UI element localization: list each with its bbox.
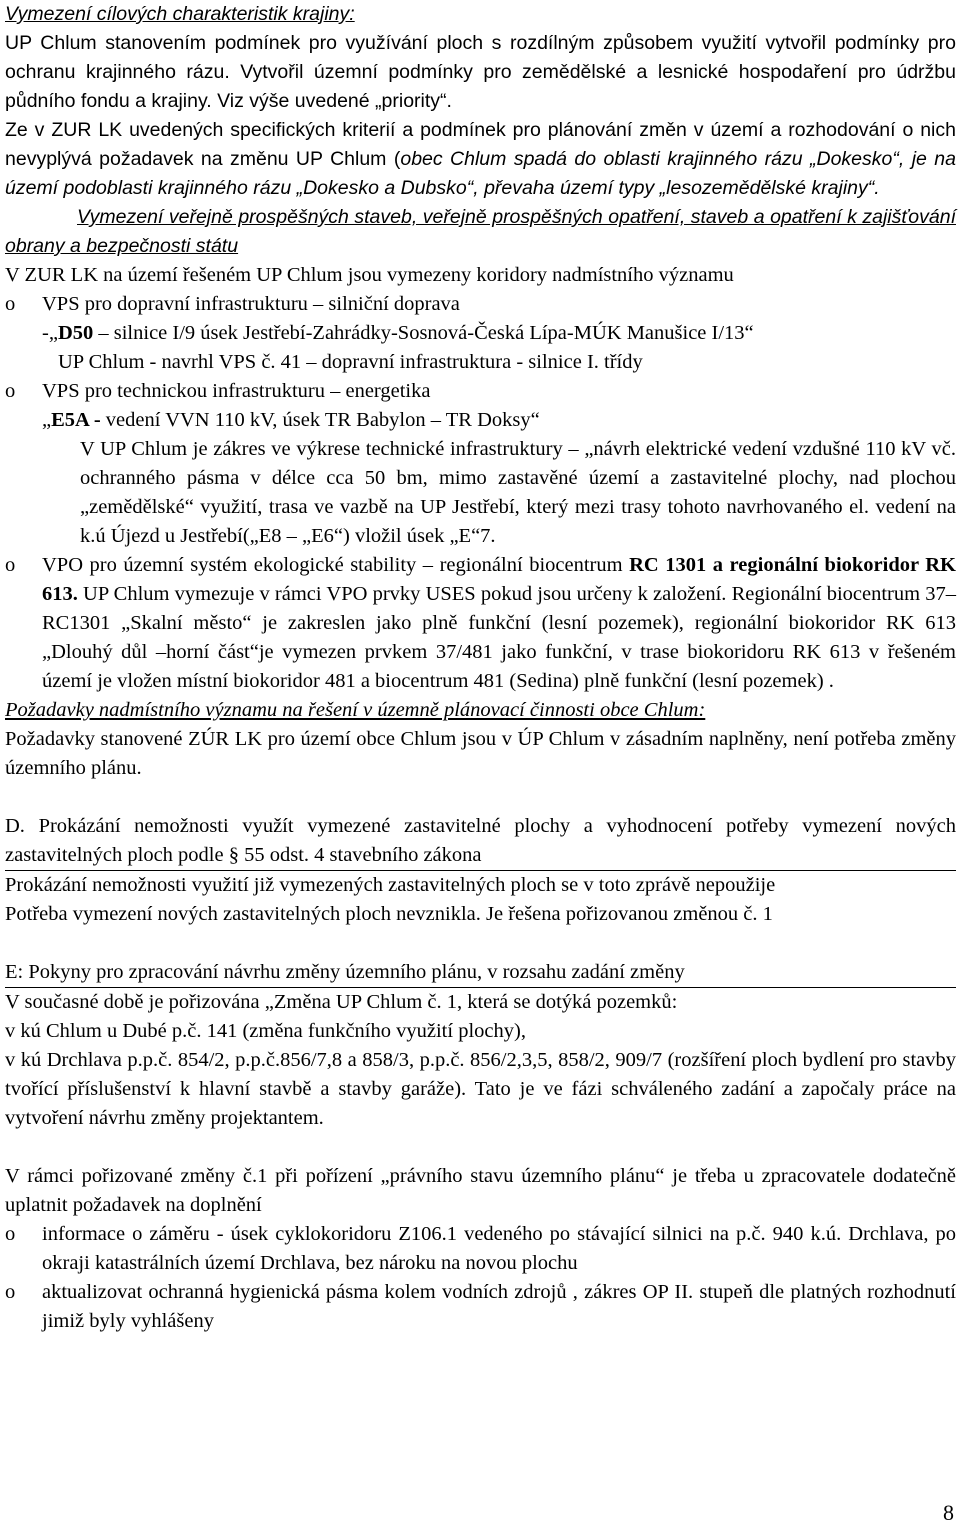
list-item-text: informace o záměru - úsek cyklokoridoru Z106.1 vedeného po stávající silnici na p.č. 940 k.ú. Drchlava, po okraji katastrálních území Drchlava, bez nároku na novou plochu	[42, 1223, 956, 1274]
list-item	[5, 377, 956, 551]
section-e	[5, 958, 956, 1336]
list-item-text: VPO pro územní systém ekologické stability – regionální biocentrum RC 1301 a regionální biokoridor RK 613. UP Chlum vymezuje v rámci VPO prvky USES pokud jsou určeny k založení. Regionální biocentrum 37–RC1301 „Skalní město“ je zakreslen jako plně funkční (lesní pozemek), regionální biokoridor RK 613 „Dlouhý důl –horní část“je vymezen prvkem 37/481 jako funkční, v trase biokoridoru RK 613 v řešeném území je vložen místní biokoridor 481 a biocentrum 481 (Sedina) plně funkční (lesní pozemek) .	[42, 554, 957, 692]
paragraph: V ZUR LK na území řešeném UP Chlum jsou vymezeny koridory nadmístního významu	[5, 264, 734, 286]
section-heading: Vymezení cílových charakteristik krajiny:	[5, 3, 355, 25]
paragraph: Ze v ZUR LK uvedených specifických kriterií a podmínek pro plánování změn v území a rozhodování o nich nevyplývá požadavek na změnu UP Chlum (obec Chlum spadá do oblasti krajinného rázu „Dokesko“, je na území podoblasti krajinného rázu „Dokesko a Dubsko“, převaha území typy „lesozemědělské krajiny“.	[5, 119, 956, 199]
section-heading: Požadavky nadmístního významu na řešení v územně plánovací činnosti obce Chlum:	[5, 699, 706, 721]
list-item	[5, 551, 956, 696]
paragraph: UP Chlum stanovením podmínek pro využívání ploch s rozdílným způsobem využití vytvořil podmínky pro ochranu krajinného rázu. Vytvořil územní podmínky pro zemědělské a lesnické hospodaření pro údržbu půdního fondu a krajiny. Viz výše uvedené „priority“.	[5, 32, 956, 112]
list-item	[5, 1220, 956, 1278]
section-heading: Vymezení veřejně prospěšných staveb, veřejně prospěšných opatření, staveb a opatření k zajišťování obrany a bezpečnosti státu	[5, 206, 956, 257]
section-d	[5, 812, 956, 929]
section-requirements	[5, 696, 956, 783]
document-page	[5, 0, 956, 1336]
bullet: o	[5, 380, 16, 402]
list-item-text: aktualizovat ochranná hygienická pásma kolem vodních zdrojů , zákres OP II. stupeň dle platných rozhodnutí jimiž byly vyhlášeny	[42, 1281, 956, 1332]
section-landscape	[5, 0, 956, 261]
page-number: 8	[943, 1500, 954, 1525]
corridor-d50: -„D50 – silnice I/9 úsek Jestřebí-Zahrádky-Sosnová-Česká Lípa-MÚK Manušice I/13“	[42, 322, 754, 344]
list-item	[5, 1278, 956, 1336]
paragraph: Potřeba vymezení nových zastavitelných ploch nevznikla. Je řešena pořizovanou změnou č. 1	[5, 903, 773, 925]
paragraph: Požadavky stanovené ZÚR LK pro území obce Chlum jsou v ÚP Chlum v zásadním naplněny, není potřeba změny územního plánu.	[5, 728, 956, 779]
bullet: o	[5, 293, 16, 315]
list-item	[5, 290, 956, 377]
section-public-works	[5, 261, 956, 696]
paragraph: V rámci pořizované změny č.1 při pořízení „právního stavu územního plánu“ je třeba u zpracovatele dodatečně uplatnit požadavek na doplnění	[5, 1165, 956, 1216]
bullet: o	[5, 1223, 16, 1245]
list-item-text: VPS pro technickou infrastrukturu – energetika	[42, 380, 431, 402]
corridor-e5a-detail: V UP Chlum je zákres ve výkrese technické infrastruktury – „návrh elektrické vedení vzdušné 110 kV vč. ochranného pásma v délce cca 50 bm, mimo zastavěné území a zastavitelné plochy, nad plochou „zemědělské“ využití, trasa ve vazbě na UP Jestřebí, který mezi trasy tohoto navrhovaného el. vedení na k.ú Újezd u Jestřebí(„E8 – „E6“) vložil úsek „E“7.	[80, 438, 956, 547]
paragraph: v kú Drchlava p.p.č. 854/2, p.p.č.856/7,8 a 858/3, p.p.č. 856/2,3,5, 858/2, 909/7 (rozšíření ploch bydlení pro stavby tvořící příslušenství k hlavní stavbě a stavby garáže). Tato je ve fázi schváleného zadání a započaly práce na vytvoření návrhu změny projektantem.	[5, 1049, 956, 1129]
section-heading: D. Prokázání nemožnosti využít vymezené zastavitelné plochy a vyhodnocení potřeby vymezení nových zastavitelných ploch podle § 55 odst. 4 stavebního zákona	[5, 815, 956, 866]
paragraph: Prokázání nemožnosti využití již vymezených zastavitelných ploch se v toto zprávě nepoužije	[5, 874, 776, 896]
paragraph: V současné době je pořizována „Změna UP Chlum č. 1, která se dotýká pozemků:	[5, 991, 678, 1013]
section-heading: E: Pokyny pro zpracování návrhu změny územního plánu, v rozsahu zadání změny	[5, 961, 685, 983]
bullet: o	[5, 1281, 16, 1303]
corridor-e5a: „E5A - vedení VVN 110 kV, úsek TR Babylon – TR Doksy“	[42, 409, 540, 431]
paragraph: v kú Chlum u Dubé p.č. 141 (změna funkčního využití plochy),	[5, 1020, 526, 1042]
corridor-d50-note: UP Chlum - navrhl VPS č. 41 – dopravní infrastruktura - silnice I. třídy	[58, 351, 643, 373]
list-item-text: VPS pro dopravní infrastrukturu – silniční doprava	[42, 293, 460, 315]
bullet: o	[5, 554, 16, 576]
